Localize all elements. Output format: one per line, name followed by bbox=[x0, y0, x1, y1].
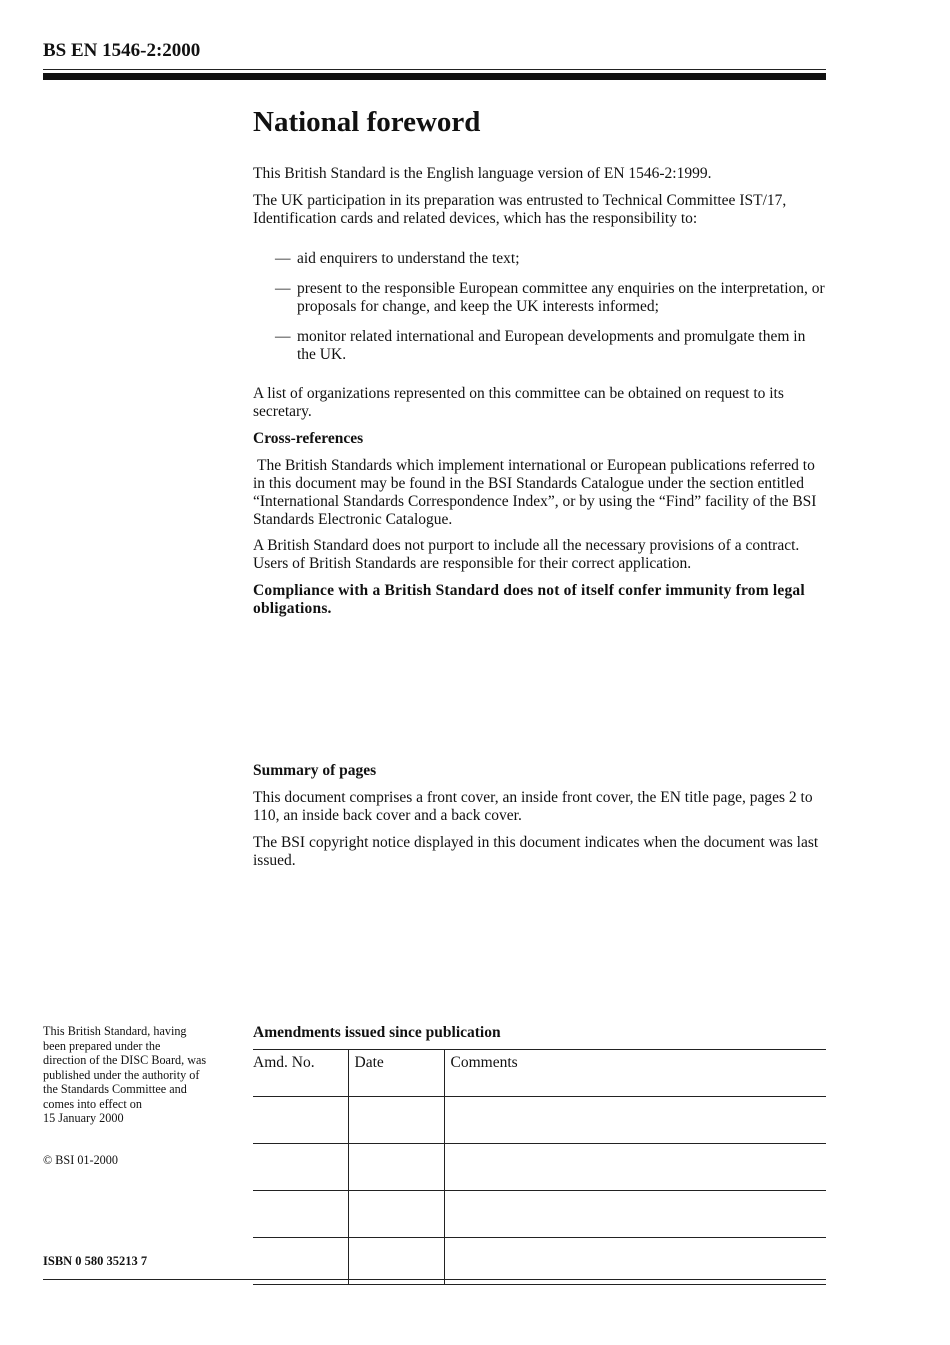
paragraph-copyright-notice: The BSI copyright notice displayed in this document indicates when the document was last issued. bbox=[253, 834, 819, 869]
dash-bullet: — bbox=[275, 250, 291, 267]
paragraph-participation: The UK participation in its preparation was entrusted to Technical Committee IST/17, Identification cards and related devices, which has the responsibility to: bbox=[253, 192, 787, 227]
header-rule-thick bbox=[43, 73, 826, 80]
footer-rule bbox=[43, 1279, 826, 1280]
table-row bbox=[253, 1097, 826, 1144]
compliance-statement: Compliance with a British Standard does not of itself confer immunity from legal obligations. bbox=[253, 582, 805, 617]
paragraph-organizations: A list of organizations represented on this committee can be obtained on request to its secretary. bbox=[253, 385, 784, 420]
table-header-row bbox=[253, 1050, 826, 1097]
dash-bullet: — bbox=[275, 280, 291, 297]
table-row bbox=[253, 1144, 826, 1191]
list-item: — monitor related international and European developments and promulgate them in the UK. bbox=[275, 328, 806, 363]
table-row bbox=[253, 1191, 826, 1238]
heading-cross-references: Cross-references bbox=[253, 430, 364, 447]
list-item: — aid enquirers to understand the text; bbox=[275, 250, 520, 267]
publication-notice: This British Standard, having been prepared under the direction of the DISC Board, was published under the authority of the Standards Committee and comes into effect on 15 January 2000 bbox=[43, 1024, 207, 1125]
list-item: — present to the responsible European committee any enquiries on the interpretation, or proposals for change, and keep the UK interests informed; bbox=[275, 280, 825, 315]
paragraph-summary: This document comprises a front cover, an inside front cover, the EN title page, pages 2 to 110, an inside back cover and a back cover. bbox=[253, 789, 813, 824]
paragraph-cross-references: The British Standards which implement international or European publications referred to in this document may be found in the BSI Standards Catalogue under the section entitled “International Standards Correspondence Index”, or by using the “Find” facility of the BSI Standards Electronic Catalogue. bbox=[253, 457, 817, 528]
amendments-title: Amendments issued since publication bbox=[253, 1024, 501, 1041]
paragraph-provisions: A British Standard does not purport to include all the necessary provisions of a contract. Users of British Standards are responsible for their correct application. bbox=[253, 537, 800, 572]
column-header-amd-no: Amd. No. bbox=[253, 1050, 348, 1097]
heading-summary-of-pages: Summary of pages bbox=[253, 762, 377, 779]
isbn: ISBN 0 580 35213 7 bbox=[43, 1254, 148, 1268]
table-row bbox=[253, 1238, 826, 1285]
paragraph-language-version: This British Standard is the English language version of EN 1546-2:1999. bbox=[253, 165, 712, 182]
document-id: BS EN 1546-2:2000 bbox=[43, 40, 201, 61]
amendments-table bbox=[253, 1049, 826, 1285]
dash-bullet: — bbox=[275, 328, 291, 345]
page-title: National foreword bbox=[253, 106, 481, 138]
column-header-date: Date bbox=[348, 1050, 444, 1097]
column-header-comments: Comments bbox=[444, 1050, 826, 1097]
copyright-notice: © BSI 01-2000 bbox=[43, 1153, 118, 1167]
header-rule-thin bbox=[43, 69, 826, 70]
